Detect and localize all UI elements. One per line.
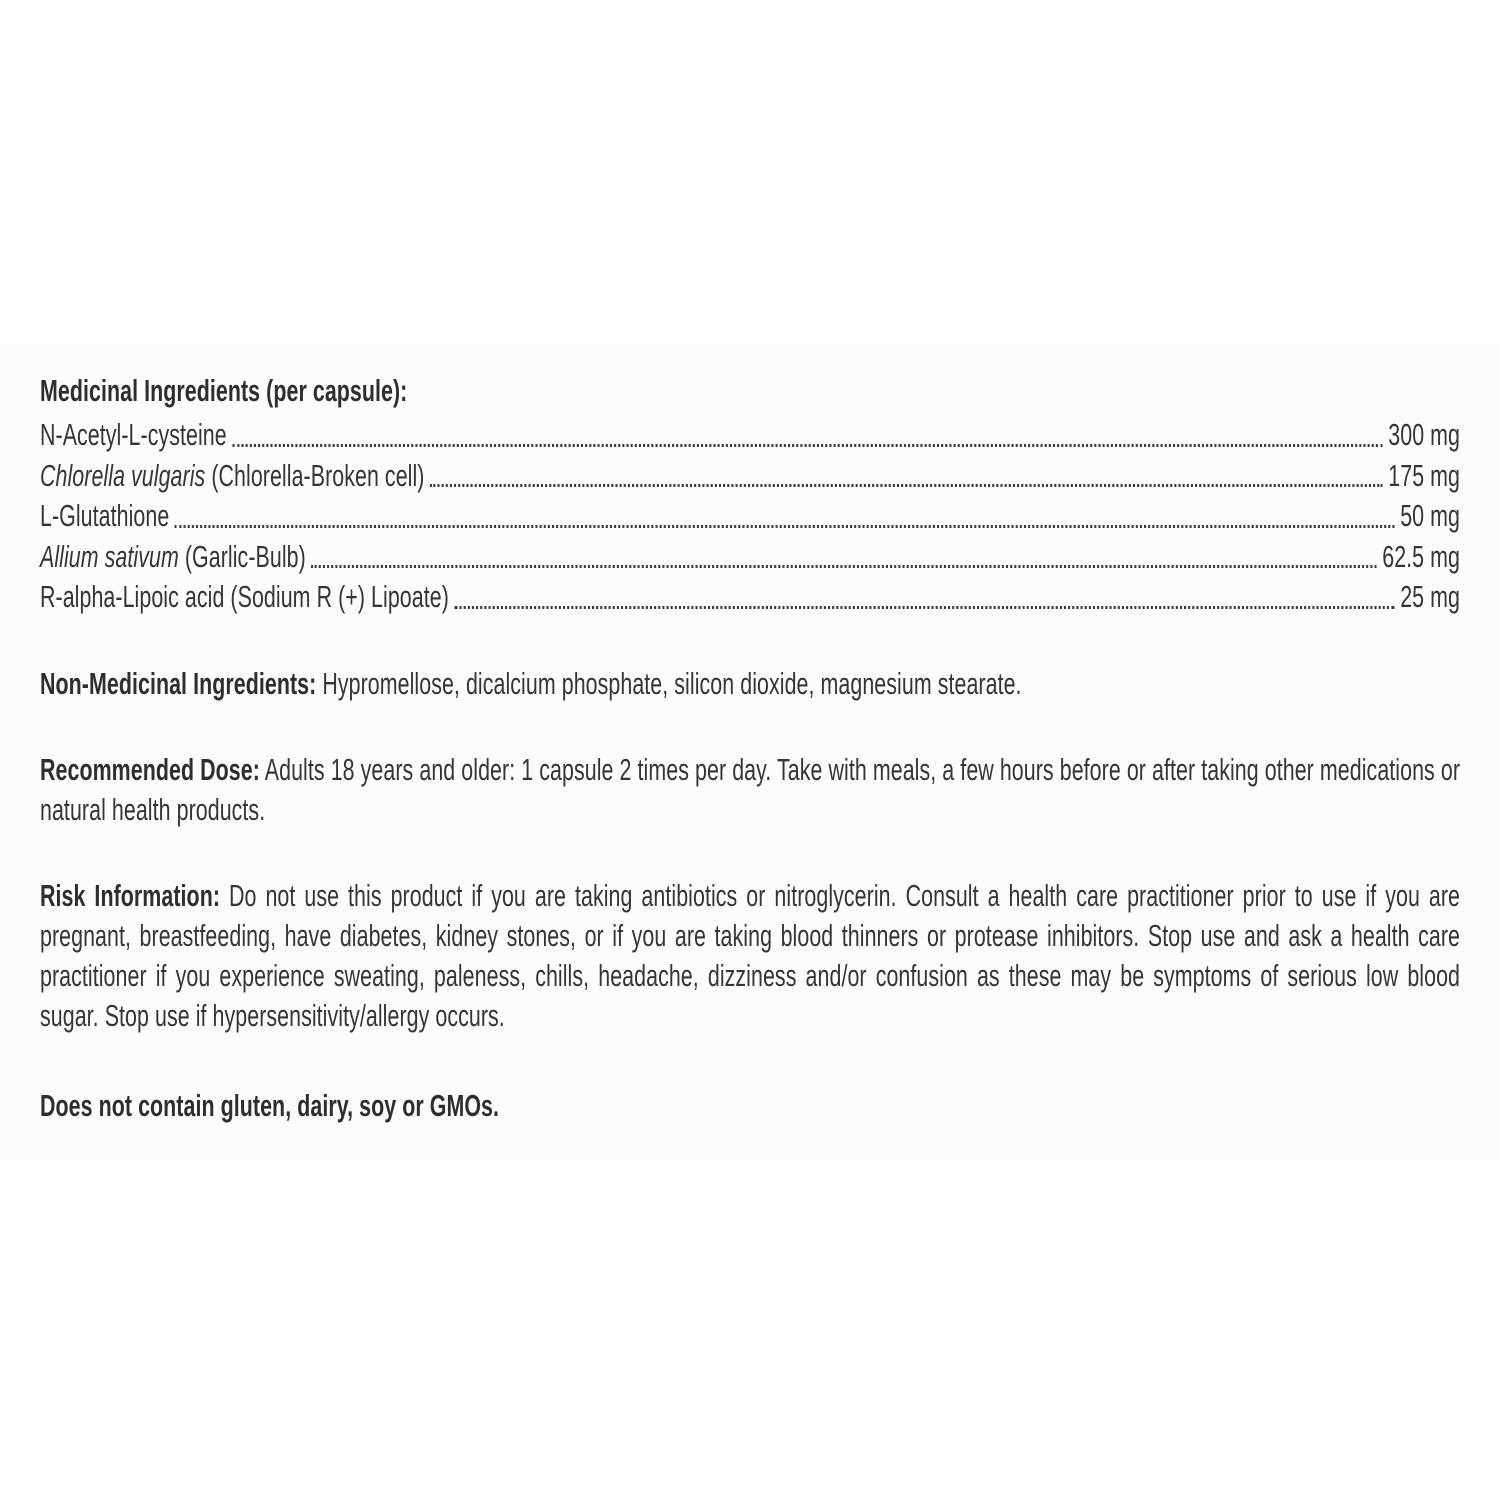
ingredient-name: [40, 456, 425, 497]
ingredient-amount: 300 mg: [1388, 417, 1461, 452]
recommended-dose-paragraph: [40, 750, 1460, 830]
ingredient-amount: 62.5 mg: [1382, 538, 1461, 574]
dotted-leader: [454, 606, 1394, 609]
ingredient-row: [40, 415, 1460, 456]
ingredient-row: [40, 456, 1460, 497]
risk-information-paragraph: [40, 876, 1460, 1036]
ingredient-name: [40, 537, 306, 578]
ingredient-name: [40, 577, 449, 618]
recommended-dose-text: Adults 18 years and older: 1 capsule 2 times per day. Take with meals, a few hours before or after taking other medications or natural health products.: [40, 751, 1461, 827]
ingredient-name-text: L-Glutathione: [40, 498, 170, 533]
ingredient-name-latin: Allium sativum: [40, 538, 179, 574]
ingredient-name-text: N-Acetyl-L-cysteine: [40, 417, 227, 452]
risk-information-text: Do not use this product if you are taking antibiotics or nitroglycerin. Consult a health care practitioner prior to use if you are pregnant, breastfeeding, have diabetes, kidney stones, or if you are taking blood thinners or protease inhibitors. Stop use and ask a health care practitioner if you experience sweating, paleness, chills, headache, dizziness and/or confusion as these may be symptoms of serious low blood sugar. Stop use if hypersensitivity/allergy occurs.: [40, 877, 1461, 1033]
non-medicinal-text: Hypromellose, dicalcium phosphate, silicon dioxide, magnesium stearate.: [322, 665, 1022, 701]
ingredient-amount: 175 mg: [1388, 457, 1461, 493]
risk-information-heading: Risk Information:: [40, 877, 221, 913]
ingredient-amount: 25 mg: [1400, 579, 1461, 614]
allergen-statement: Does not contain gluten, dairy, soy or GMOs.: [40, 1087, 500, 1123]
ingredient-row: [40, 577, 1460, 618]
non-medicinal-heading: Non-Medicinal Ingredients:: [40, 665, 317, 701]
medicinal-ingredients-section: [40, 371, 1460, 618]
ingredient-name-text: (Chlorella-Broken cell): [205, 457, 425, 493]
ingredient-name-latin: Chlorella vulgaris: [40, 457, 206, 493]
medicinal-ingredients-heading: Medicinal Ingredients (per capsule):: [40, 373, 408, 408]
ingredient-name-text: R-alpha-Lipoic acid (Sodium R (+) Lipoate): [40, 579, 449, 614]
ingredient-amount: 50 mg: [1400, 498, 1461, 533]
ingredient-row: [40, 496, 1460, 537]
medicinal-ingredients-list: [40, 415, 1460, 618]
dotted-leader: [430, 484, 1383, 487]
ingredient-row: [40, 537, 1460, 578]
non-medicinal-paragraph: [40, 664, 1460, 704]
ingredient-name-text: (Garlic-Bulb): [178, 538, 306, 574]
ingredient-name: [40, 415, 227, 456]
dotted-leader: [232, 444, 1382, 447]
recommended-dose-heading: Recommended Dose:: [40, 751, 260, 787]
dotted-leader: [175, 525, 1395, 528]
dotted-leader: [311, 565, 1376, 568]
label-content: [40, 371, 1460, 1126]
ingredient-name: [40, 496, 169, 537]
